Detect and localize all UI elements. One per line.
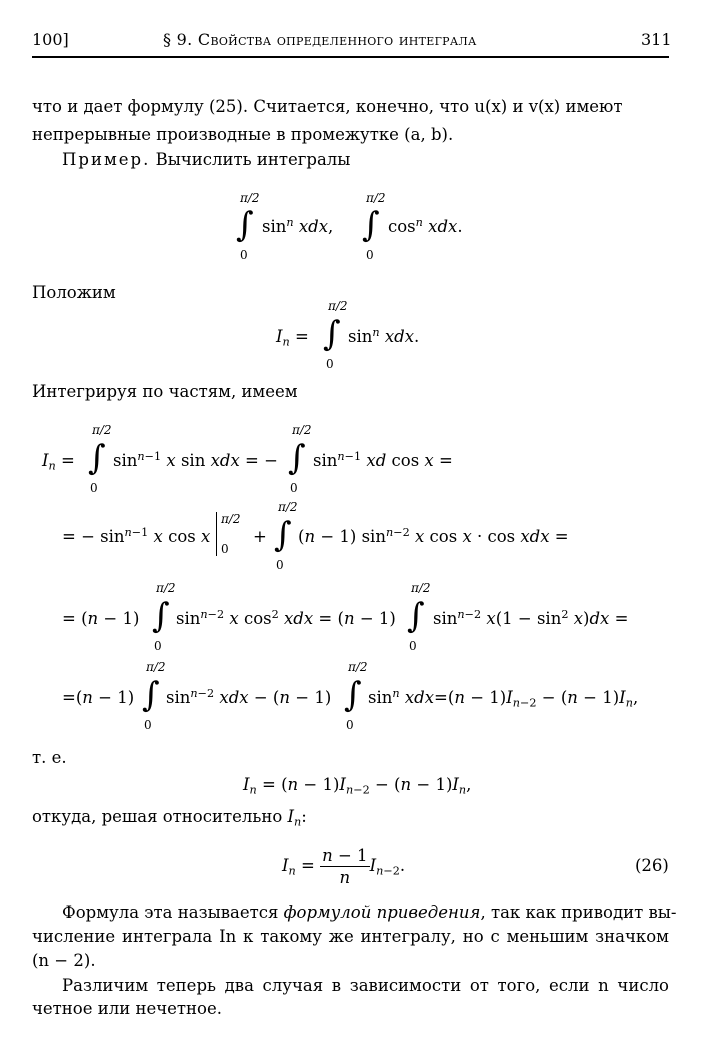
lower-limit: 0: [221, 542, 229, 556]
math-segment: (n − 1) $\sin^{n-2} x$ cos x · cos xdx =: [298, 525, 569, 546]
integral-sign: ∫: [274, 515, 292, 555]
integral-sign: ∫: [407, 596, 425, 636]
integral-sign: ∫: [344, 675, 362, 715]
integrand-cos: $\cos^n$ xdx.: [388, 215, 463, 236]
In-lhs: $I_n$ =: [276, 327, 309, 349]
text-te: т. е.: [32, 748, 67, 767]
fraction: $\frac{n - 1}{n}$: [322, 846, 368, 887]
lower-limit: 0: [276, 558, 284, 572]
otkuda-text: откуда, решая относительно: [32, 807, 283, 826]
upper-limit: π/2: [366, 191, 386, 205]
upper-limit: π/2: [146, 660, 166, 674]
integral-sign: ∫: [362, 205, 380, 245]
integral-sign: ∫: [236, 205, 254, 245]
text-integriruya: Интегрируя по частям, имеем: [32, 382, 298, 401]
math-segment: $\sin^{n-2}$ xdx − (n − 1): [166, 686, 332, 707]
lower-limit: 0: [346, 718, 354, 732]
formula-text-1: Формула эта называется: [62, 903, 279, 922]
paragraph-line-1: что и дает формулу (25). Считается, конечно, что u(x) и v(x) имеют: [32, 97, 623, 116]
lower-limit: 0: [366, 248, 374, 262]
upper-limit: π/2: [92, 423, 112, 437]
formula-text-2: , так как приводит вы-: [480, 903, 677, 922]
recurrence-equation: $I_n = (n - 1)I_{n-2} - (n - 1)I_n$,: [243, 775, 472, 797]
upper-limit: π/2: [328, 299, 348, 313]
example-label: Пример.: [62, 150, 151, 169]
upper-limit: π/2: [348, 660, 368, 674]
example-line: [62, 150, 350, 169]
reduction-formula: $I_n$ = $\frac{n - 1}{n}$ $I_{n-2}$.: [282, 846, 406, 887]
upper-limit: π/2: [292, 423, 312, 437]
paragraph-formula-line-2: числение интеграла In к такому же интегралу, но с меньшим значком: [32, 927, 669, 946]
integrand-sin: $\sin^n$ xdx,: [262, 215, 334, 236]
math-segment: $\sin^{n-2} x$ $\cos^2$ xdx = (n − 1): [176, 607, 396, 628]
integral-sign: ∫: [88, 438, 106, 478]
upper-limit: π/2: [411, 581, 431, 595]
math-segment: $\sin^n xdx=(n - 1)I_{n-2} - (n - 1)I_n$,: [368, 686, 639, 710]
math-segment: $I_n$ =: [42, 451, 75, 473]
running-header-section: § 9. Свойства определенного интеграла: [163, 30, 477, 49]
math-segment: $\sin^{n-1}$ xd cos x =: [313, 449, 453, 470]
paragraph-line-2: непрерывные производные в промежутке (a, b).: [32, 125, 454, 144]
In-integrand: $\sin^n$ xdx.: [348, 325, 420, 346]
equation-number: (26): [635, 856, 669, 875]
lower-limit: 0: [290, 481, 298, 495]
paragraph-formula-line-1: [32, 903, 677, 922]
page-number-left: 100]: [32, 30, 69, 49]
upper-limit: π/2: [240, 191, 260, 205]
integral-sign: ∫: [323, 314, 341, 354]
formula-emphasis: формулой приведения: [283, 903, 481, 922]
paragraph-last-line-2: четное или нечетное.: [32, 999, 222, 1018]
math-segment: = − $\sin^{n-1} x$ cos x: [62, 525, 211, 546]
math-segment: $\sin^{n-2} x(1 - \sin^2 x)dx$ =: [433, 607, 629, 628]
header-rule: [32, 56, 669, 58]
paragraph-last-line-1: Различим теперь два случая в зависимости от того, если n число: [62, 976, 669, 995]
upper-limit: π/2: [156, 581, 176, 595]
lower-limit: 0: [154, 639, 162, 653]
math-segment: =(n − 1): [62, 688, 135, 707]
upper-limit: π/2: [278, 500, 298, 514]
lower-limit: 0: [90, 481, 98, 495]
lower-limit: 0: [326, 357, 334, 371]
math-segment: +: [253, 527, 267, 546]
paragraph-formula-line-3: (n − 2).: [32, 951, 96, 970]
text-otkuda: откуда, решая относительно $I_n$:: [32, 807, 307, 829]
evaluation-bar: [216, 512, 217, 556]
math-segment: $\sin^{n-1} x$ sin xdx = −: [113, 449, 278, 470]
example-text: Вычислить интегралы: [155, 150, 351, 169]
math-segment: = (n − 1): [62, 609, 140, 628]
integral-sign: ∫: [288, 438, 306, 478]
lower-limit: 0: [409, 639, 417, 653]
upper-limit: π/2: [221, 512, 241, 526]
integral-sign: ∫: [142, 675, 160, 715]
lower-limit: 0: [144, 718, 152, 732]
text-polozhim: Положим: [32, 283, 116, 302]
page-number-right: 311: [641, 30, 672, 49]
integral-sign: ∫: [152, 596, 170, 636]
lower-limit: 0: [240, 248, 248, 262]
